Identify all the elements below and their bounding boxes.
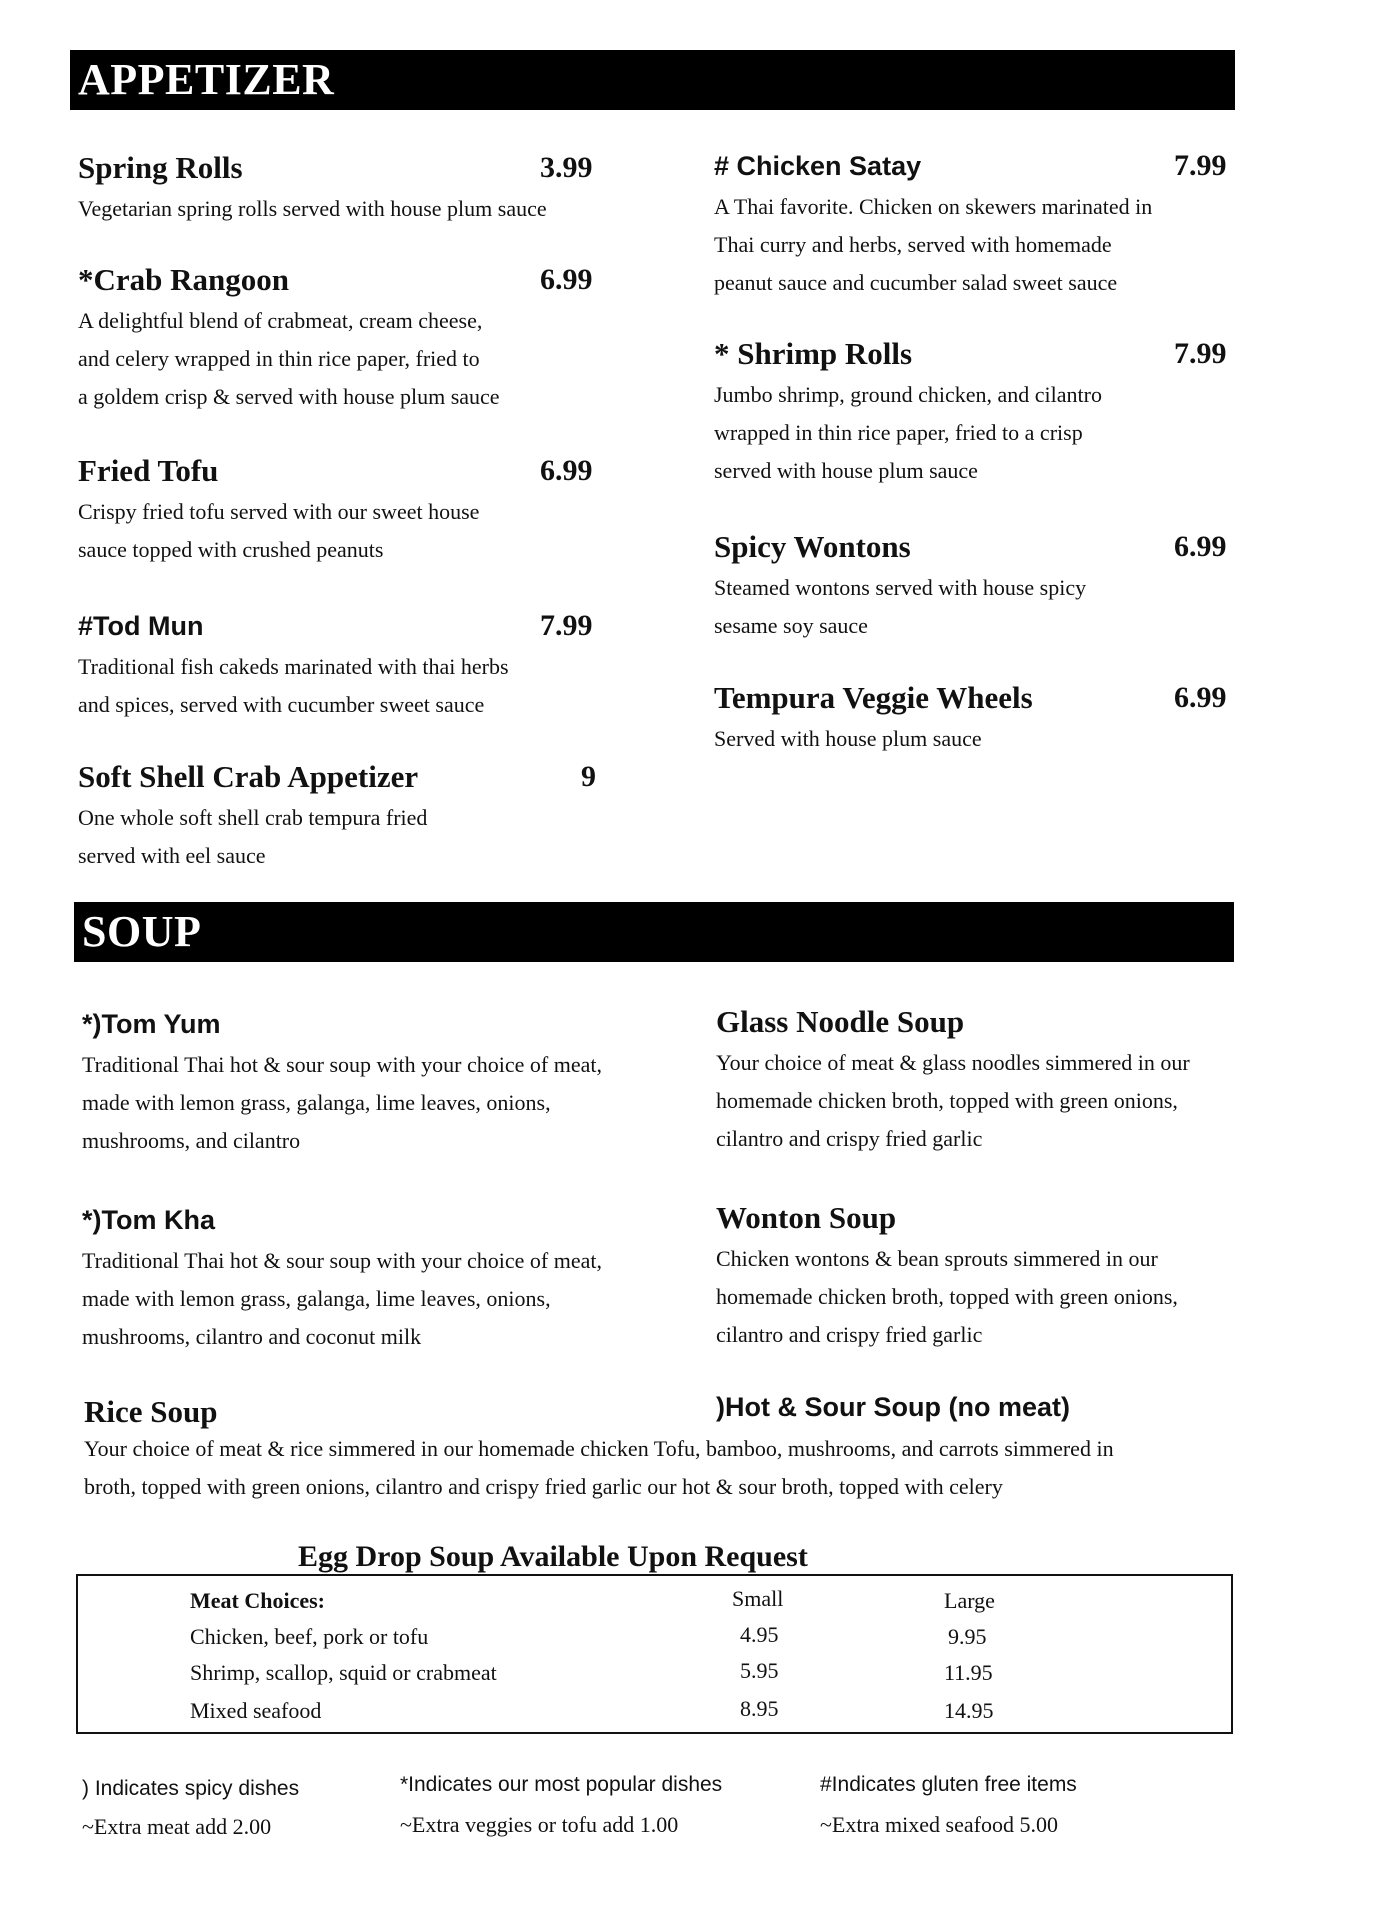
- description-line: and spices, served with cucumber sweet sauce: [78, 692, 485, 717]
- legend-extra-seafood: ~Extra mixed seafood 5.00: [820, 1812, 1058, 1837]
- table-cell-small: 8.95: [740, 1696, 779, 1721]
- legend-extra-veggies: ~Extra veggies or tofu add 1.00: [400, 1812, 679, 1837]
- description-line: Served with house plum sauce: [714, 726, 982, 751]
- description-line: served with house plum sauce: [714, 458, 978, 483]
- menu-item-wonton-soup: [716, 1198, 1276, 1354]
- menu-item-spicy-wontons: [714, 527, 1244, 645]
- item-description: [714, 720, 1244, 758]
- item-price: 7.99: [1174, 337, 1227, 370]
- legend-spicy: ) Indicates spicy dishes: [82, 1777, 300, 1800]
- rice-soup-name: Rice Soup: [84, 1394, 218, 1429]
- table-cell-meat: Mixed seafood: [190, 1698, 322, 1723]
- item-name: # Chicken Satay: [714, 151, 922, 181]
- item-description: [82, 1242, 702, 1356]
- item-price: 9: [581, 760, 596, 793]
- item-name: *)Tom Kha: [82, 1205, 215, 1235]
- item-name: Spicy Wontons: [714, 529, 911, 564]
- table-cell-small: 4.95: [740, 1622, 779, 1647]
- description-line: Traditional Thai hot & sour soup with your choice of meat,: [82, 1052, 602, 1077]
- item-name: *Crab Rangoon: [78, 262, 290, 297]
- item-description: [78, 799, 618, 875]
- table-cell-meat: Shrimp, scallop, squid or crabmeat: [190, 1660, 497, 1685]
- item-description: [716, 1044, 1276, 1158]
- rice-hot-sour-description-line-2: broth, topped with green onions, cilantro and crispy fried garlic our hot & sour broth, topped with celery: [84, 1474, 1003, 1499]
- item-price: 6.99: [1174, 681, 1227, 714]
- item-name: Tempura Veggie Wheels: [714, 680, 1033, 715]
- description-line: A Thai favorite. Chicken on skewers marinated in: [714, 194, 1153, 219]
- menu-item-tom-kha: [82, 1200, 702, 1356]
- description-line: wrapped in thin rice paper, fried to a crisp: [714, 420, 1083, 445]
- description-line: cilantro and crispy fried garlic: [716, 1126, 983, 1151]
- item-description: [82, 1046, 702, 1160]
- menu-item-tod-mun: [78, 606, 598, 724]
- table-cell-large: 9.95: [948, 1624, 987, 1649]
- item-name: #Tod Mun: [78, 611, 204, 641]
- description-line: Jumbo shrimp, ground chicken, and cilantro: [714, 382, 1102, 407]
- item-name: Spring Rolls: [78, 150, 243, 185]
- menu-item-glass-noodle-soup: [716, 1002, 1276, 1158]
- table-cell-large: 14.95: [944, 1698, 994, 1723]
- table-header-meat: Meat Choices:: [190, 1588, 326, 1613]
- menu-item-shrimp-rolls: [714, 334, 1244, 490]
- description-line: One whole soft shell crab tempura fried: [78, 805, 428, 830]
- description-line: and celery wrapped in thin rice paper, fried to: [78, 346, 480, 371]
- item-price: 3.99: [540, 151, 593, 184]
- legend-popular: *Indicates our most popular dishes: [400, 1773, 723, 1796]
- soup-heading: SOUP: [74, 902, 1234, 962]
- egg-drop-note: Egg Drop Soup Available Upon Request: [298, 1540, 808, 1573]
- description-line: cilantro and crispy fried garlic: [716, 1322, 983, 1347]
- description-line: Vegetarian spring rolls served with house plum sauce: [78, 196, 547, 221]
- item-price: 6.99: [540, 263, 593, 296]
- menu-item-tempura-veggie-wheels: [714, 678, 1244, 758]
- table-header-small: Small: [732, 1586, 784, 1611]
- description-line: made with lemon grass, galanga, lime leaves, onions,: [82, 1090, 551, 1115]
- description-line: Crispy fried tofu served with our sweet house: [78, 499, 480, 524]
- item-price: 6.99: [540, 454, 593, 487]
- description-line: Thai curry and herbs, served with homemade: [714, 232, 1112, 257]
- description-line: A delightful blend of crabmeat, cream cheese,: [78, 308, 483, 333]
- appetizer-heading: APPETIZER: [70, 50, 1235, 110]
- description-line: Traditional fish cakeds marinated with thai herbs: [78, 654, 509, 679]
- legend-extra-meat: ~Extra meat add 2.00: [82, 1814, 272, 1839]
- menu-item-spring-rolls: [78, 148, 598, 228]
- table-cell-large: 11.95: [944, 1660, 993, 1685]
- table-cell-small: 5.95: [740, 1658, 779, 1683]
- description-line: a goldem crisp & served with house plum sauce: [78, 384, 500, 409]
- item-description: [78, 302, 598, 416]
- rice-hot-sour-description-line-1: Your choice of meat & rice simmered in our homemade chicken Tofu, bamboo, mushrooms, and carrots simmered in: [84, 1436, 1114, 1461]
- item-description: [716, 1240, 1276, 1354]
- description-line: sauce topped with crushed peanuts: [78, 537, 384, 562]
- description-line: Traditional Thai hot & sour soup with your choice of meat,: [82, 1248, 602, 1273]
- item-price: 7.99: [540, 609, 593, 642]
- menu-item-chicken-satay: [714, 146, 1244, 302]
- description-line: peanut sauce and cucumber salad sweet sauce: [714, 270, 1118, 295]
- description-line: homemade chicken broth, topped with green onions,: [716, 1284, 1178, 1309]
- item-name: Soft Shell Crab Appetizer: [78, 759, 419, 794]
- item-price: 7.99: [1174, 149, 1227, 182]
- description-line: mushrooms, cilantro and coconut milk: [82, 1324, 422, 1349]
- item-description: [78, 648, 598, 724]
- item-description: [78, 493, 598, 569]
- item-name: * Shrimp Rolls: [714, 336, 913, 371]
- menu-item-crab-rangoon: [78, 260, 598, 416]
- description-line: sesame soy sauce: [714, 613, 868, 638]
- description-line: served with eel sauce: [78, 843, 266, 868]
- table-header-large: Large: [944, 1588, 995, 1613]
- item-name: Glass Noodle Soup: [716, 1004, 965, 1039]
- item-description: [714, 188, 1244, 302]
- item-name: Wonton Soup: [716, 1200, 897, 1235]
- description-line: homemade chicken broth, topped with green onions,: [716, 1088, 1178, 1113]
- description-line: made with lemon grass, galanga, lime leaves, onions,: [82, 1286, 551, 1311]
- menu-item-soft-shell-crab: [78, 757, 618, 875]
- table-cell-meat: Chicken, beef, pork or tofu: [190, 1624, 429, 1649]
- description-line: Chicken wontons & bean sprouts simmered in our: [716, 1246, 1158, 1271]
- description-line: mushrooms, and cilantro: [82, 1128, 301, 1153]
- menu-item-tom-yum: [82, 1004, 702, 1160]
- description-line: Steamed wontons served with house spicy: [714, 575, 1087, 600]
- menu-item-fried-tofu: [78, 451, 598, 569]
- meat-choices-table: [76, 1574, 1233, 1734]
- item-description: [714, 569, 1244, 645]
- item-name: Fried Tofu: [78, 453, 219, 488]
- item-name: *)Tom Yum: [82, 1009, 221, 1039]
- description-line: Your choice of meat & glass noodles simmered in our: [716, 1050, 1190, 1075]
- item-price: 6.99: [1174, 530, 1227, 563]
- item-description: [714, 376, 1244, 490]
- legend-gluten-free: #Indicates gluten free items: [820, 1773, 1077, 1796]
- item-description: [78, 190, 598, 228]
- hot-sour-soup-name: )Hot & Sour Soup (no meat): [716, 1392, 1070, 1422]
